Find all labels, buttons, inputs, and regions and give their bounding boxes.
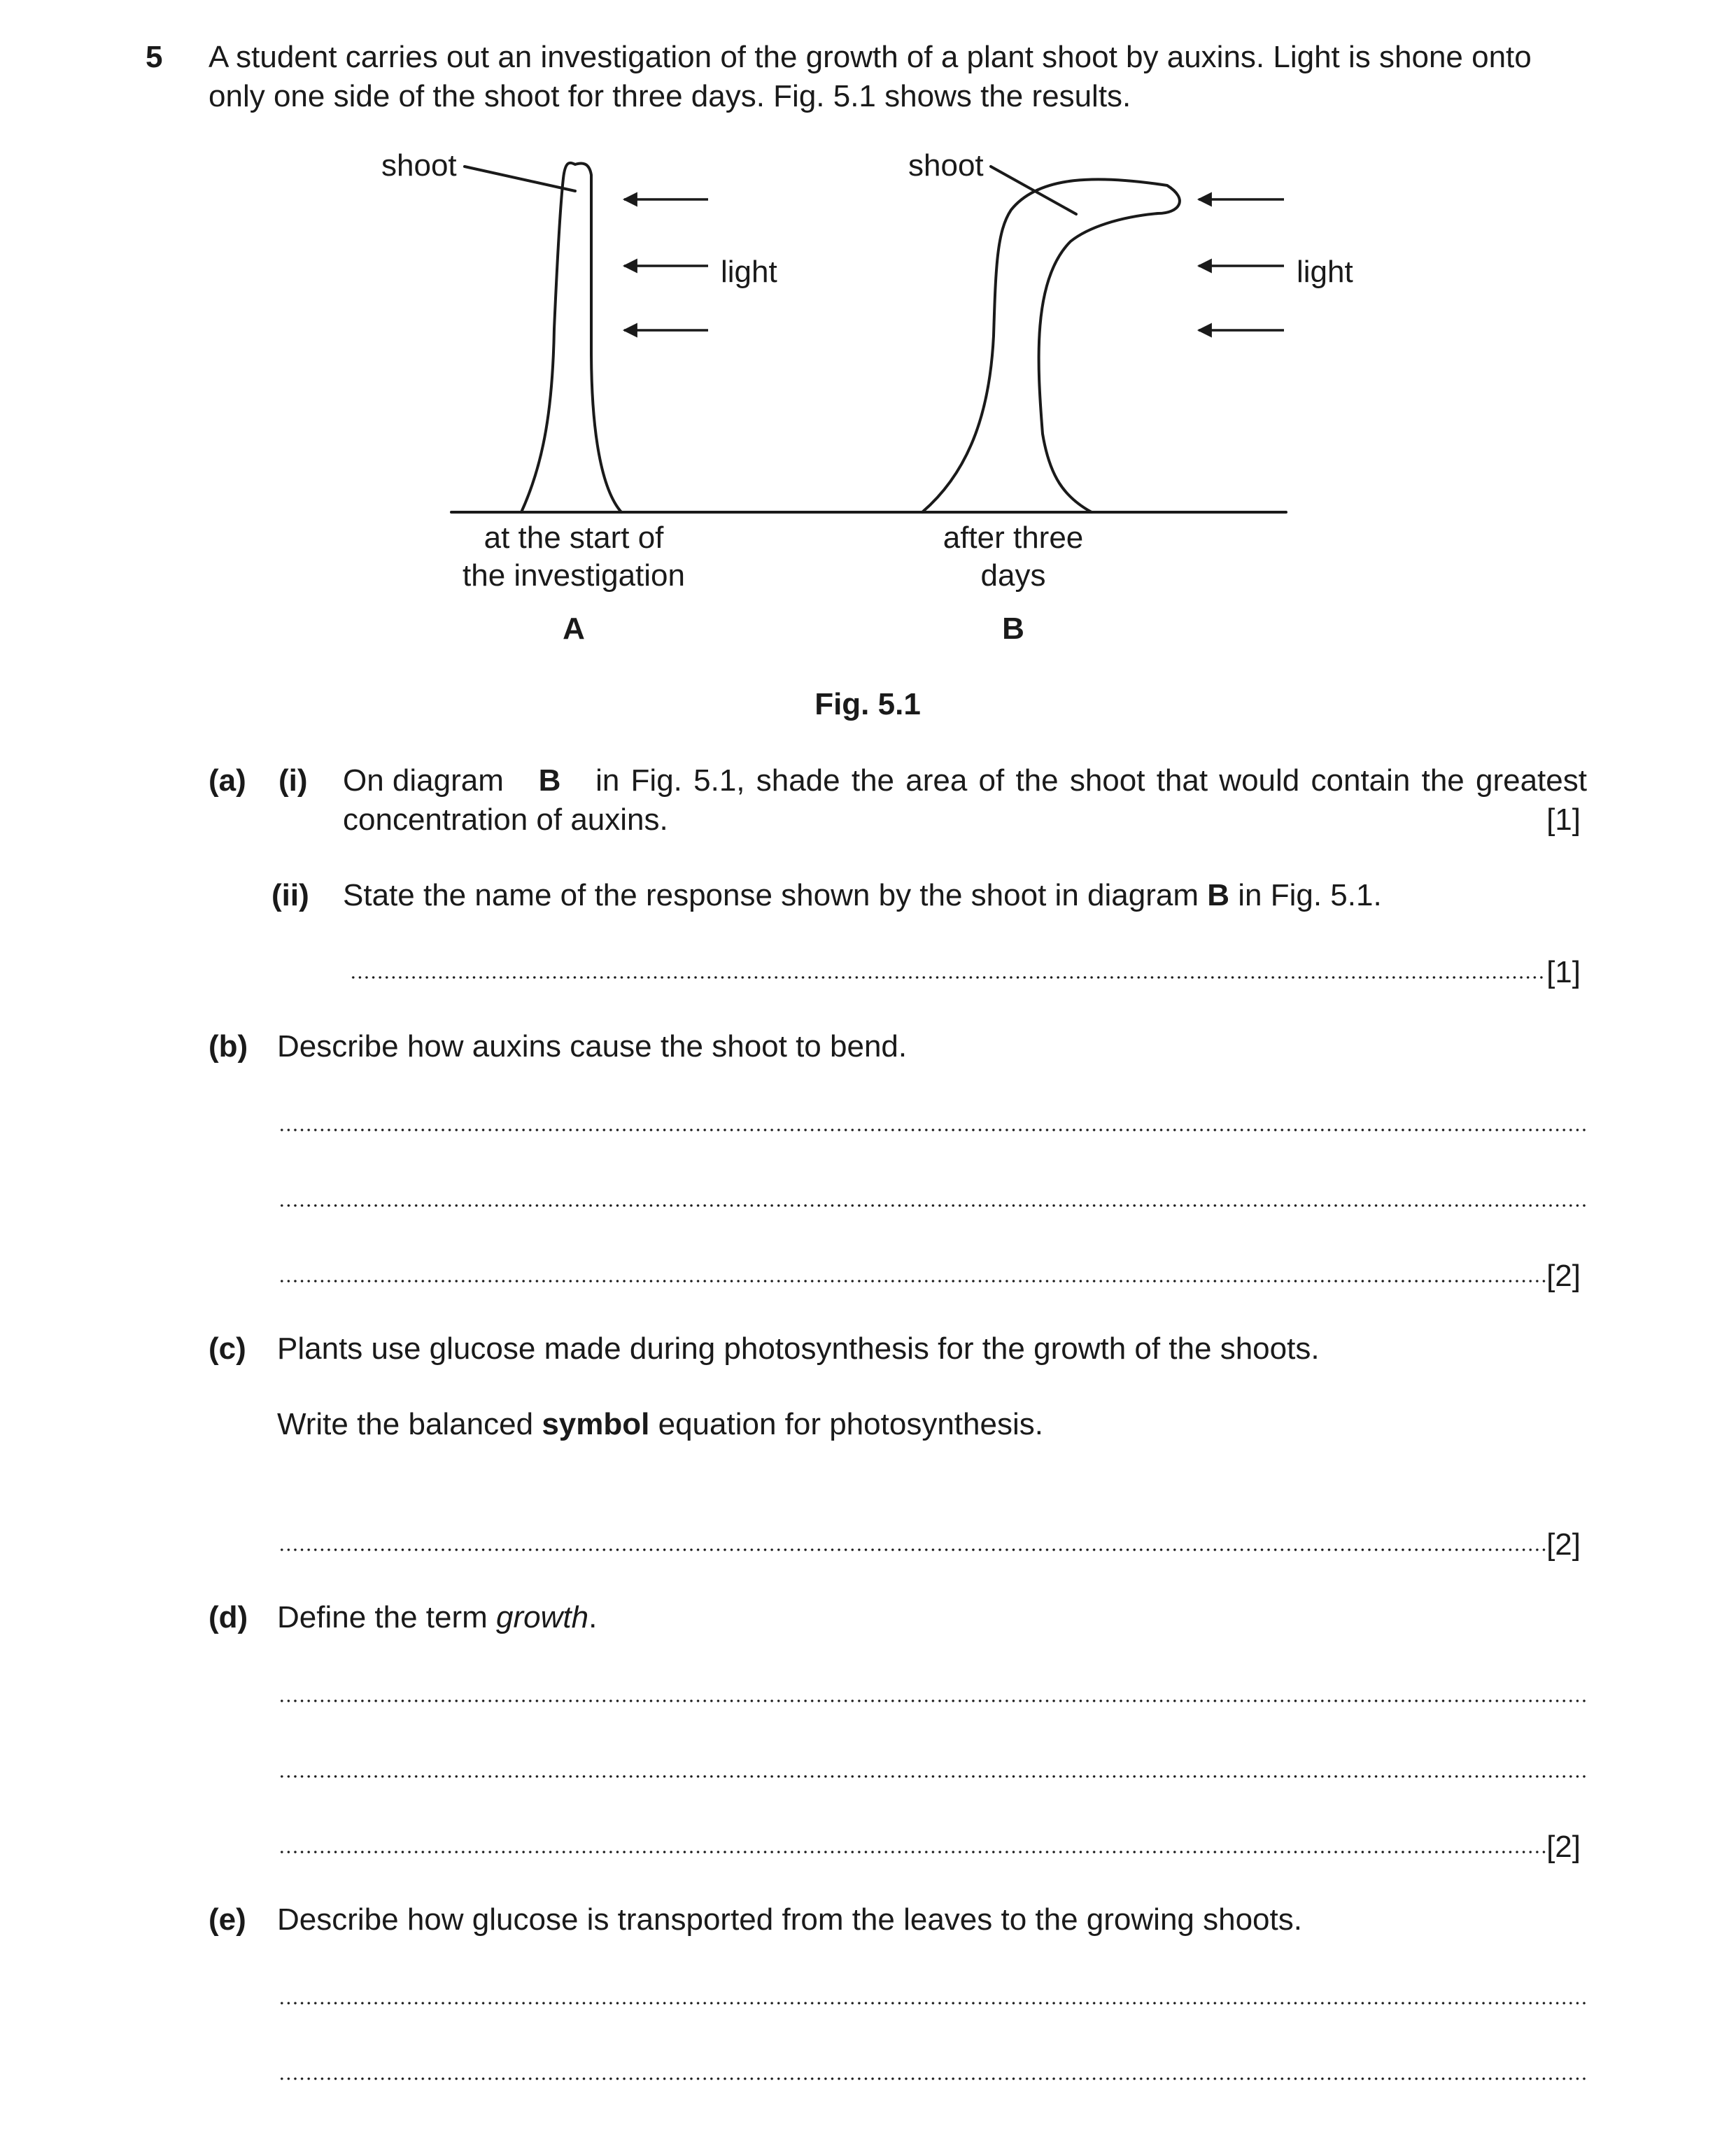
part-d-italic: growth — [496, 1600, 589, 1634]
part-d-text-2: . — [588, 1600, 598, 1634]
caption-a-line2: the investigation — [463, 558, 685, 593]
part-b-label: (b) — [209, 1029, 248, 1064]
part-a-label: (a) — [209, 763, 246, 798]
part-a-i-text-3: concentration of auxins. — [343, 803, 668, 837]
part-b-marks: [2] — [1546, 1259, 1581, 1293]
light-label-a: light — [721, 255, 777, 289]
answer-line-b-3[interactable] — [278, 1279, 1546, 1283]
answer-line-d-3[interactable] — [278, 1850, 1546, 1854]
part-a-ii-text-1: State the name of the response shown by the shoot in diagram — [343, 878, 1199, 912]
shoot-label-b: shoot — [908, 148, 984, 183]
part-a-i-label: (i) — [278, 763, 308, 798]
caption-b-line1: after three — [943, 521, 1084, 555]
part-a-ii-bold: B — [1207, 878, 1229, 912]
caption-b-letter: B — [1002, 612, 1024, 646]
part-b-text: Describe how auxins cause the shoot to bend. — [277, 1029, 908, 1064]
caption-a-letter: A — [563, 612, 585, 646]
shoot-a-leader — [465, 167, 575, 191]
part-e-text: Describe how glucose is transported from the leaves to the growing shoots. — [277, 1902, 1302, 1937]
answer-line-d-1[interactable] — [278, 1699, 1587, 1703]
shoot-a-outline — [521, 163, 621, 512]
part-d-question — [277, 1598, 597, 1637]
part-e-label: (e) — [209, 1902, 246, 1937]
part-a-ii-question — [343, 876, 1382, 915]
part-c-text: Plants use glucose made during photosynthesis for the growth of the shoots. — [277, 1331, 1320, 1366]
part-d-label: (d) — [209, 1600, 248, 1634]
shoot-b-leader — [991, 167, 1076, 214]
part-a-i-marks: [1] — [1546, 803, 1581, 837]
answer-line-e-2[interactable] — [278, 2077, 1587, 2081]
part-c-text2-1: Write the balanced — [277, 1407, 534, 1441]
part-c-label: (c) — [209, 1331, 246, 1366]
answer-line-c[interactable] — [278, 1548, 1546, 1552]
part-a-i-text-1: On diagram — [343, 763, 504, 798]
caption-b-line2: days — [980, 558, 1046, 593]
figure-title: Fig. 5.1 — [814, 687, 921, 721]
part-c-marks: [2] — [1546, 1527, 1581, 1562]
part-d-text-1: Define the term — [277, 1600, 488, 1634]
shoot-label-a: shoot — [381, 148, 457, 183]
figure-5-1-diagram — [0, 0, 1736, 700]
part-c-text2-2: equation for photosynthesis. — [658, 1407, 1043, 1441]
answer-line-e-1[interactable] — [278, 2001, 1587, 2005]
part-a-ii-marks: [1] — [1546, 955, 1581, 989]
answer-line-b-1[interactable] — [278, 1128, 1587, 1132]
part-a-i-line1 — [343, 761, 1587, 800]
question-number: 5 — [146, 40, 163, 74]
part-c-instruction — [277, 1405, 1043, 1444]
part-a-i-bold: B — [538, 763, 561, 798]
answer-line-a-ii[interactable] — [350, 975, 1546, 980]
shoot-b-outline — [922, 179, 1180, 512]
answer-line-d-2[interactable] — [278, 1774, 1587, 1779]
part-a-ii-label: (ii) — [271, 878, 309, 912]
light-label-b: light — [1297, 255, 1353, 289]
part-a-ii-text-2: in Fig. 5.1. — [1238, 878, 1382, 912]
caption-a-line1: at the start of — [484, 521, 664, 555]
answer-line-b-2[interactable] — [278, 1203, 1587, 1208]
part-d-marks: [2] — [1546, 1830, 1581, 1864]
part-c-text2-bold: symbol — [542, 1407, 650, 1441]
part-a-i-text-2: in Fig. 5.1, shade the area of the shoot that would contain the greatest — [595, 763, 1587, 798]
question-stem: A student carries out an investigation of the growth of a plant shoot by auxins. Light is shone onto only one side of the shoot for three days. Fig. 5.1 shows the results. — [209, 40, 1532, 113]
